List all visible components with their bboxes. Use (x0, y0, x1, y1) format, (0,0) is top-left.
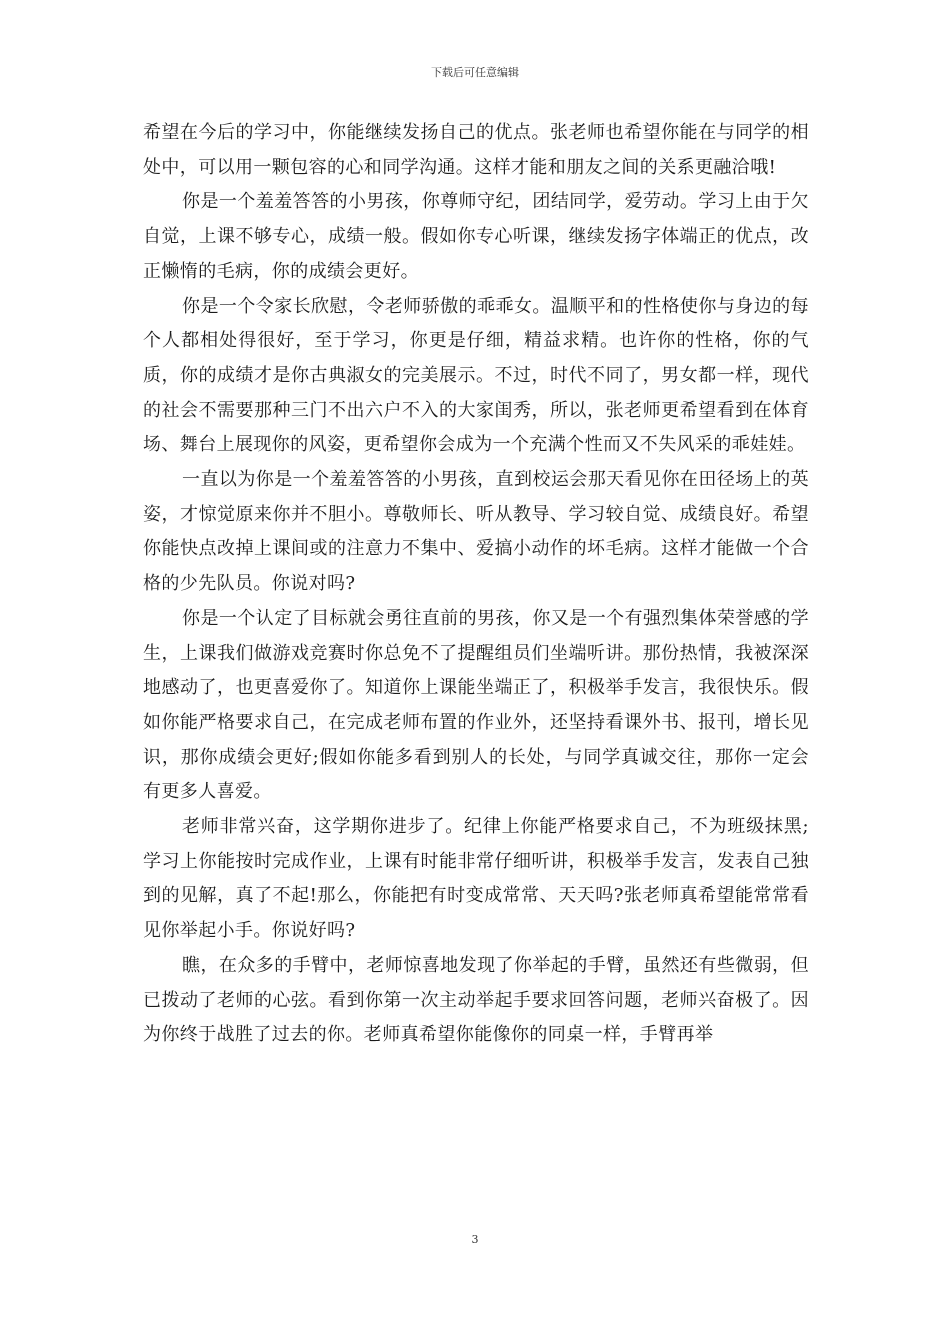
paragraph: 你是一个羞羞答答的小男孩，你尊师守纪，团结同学，爱劳动。学习上由于欠自觉，上课不够专心，成绩一般。假如你专心听课，继续发扬字体端正的优点，改正懒惰的毛病，你的成绩会更好。 (143, 191, 809, 282)
page-header: 下载后可任意编辑 (431, 66, 519, 79)
paragraph: 一直以为你是一个羞羞答答的小男孩，直到校运会那天看见你在田径场上的英姿，才惊觉原来你并不胆小。尊敬师长、听从教导、学习较自觉、成绩良好。希望你能快点改掉上课间或的注意力不集中、爱搞小动作的坏毛病。这样才能做一个合格的少先队员。你说对吗? (143, 469, 809, 595)
paragraph: 老师非常兴奋，这学期你进步了。纪律上你能严格要求自己，不为班级抹黑;学习上你能按时完成作业，上课有时能非常仔细听讲，积极举手发言，发表自己独到的见解，真了不起!那么，你能把有时变成常常、天天吗?张老师真希望能常常看见你举起小手。你说好吗? (143, 816, 809, 942)
paragraph: 瞧，在众多的手臂中，老师惊喜地发现了你举起的手臂，虽然还有些微弱，但已拨动了老师的心弦。看到你第一次主动举起手要求回答问题，老师兴奋极了。因为你终于战胜了过去的你。老师真希望你能像你的同桌一样，手臂再举 (143, 954, 809, 1046)
paragraph: 你是一个令家长欣慰，令老师骄傲的乖乖女。温顺平和的性格使你与身边的每个人都相处得很好，至于学习，你更是仔细，精益求精。也许你的性格，你的气质，你的成绩才是你古典淑女的完美展示。不过，时代不同了，男女都一样，现代的社会不需要那种三门不出六户不入的大家闺秀，所以，张老师更希望看到在体育场、舞台上展现你的风姿，更希望你会成为一个充满个性而又不失风采的乖娃娃。 (143, 295, 809, 456)
page-number: 3 (471, 1233, 479, 1246)
paragraph: 你是一个认定了目标就会勇往直前的男孩，你又是一个有强烈集体荣誉感的学生，上课我们做游戏竞赛时你总免不了提醒组员们坐端听讲。那份热情，我被深深地感动了，也更喜爱你了。知道你上课能坐端正了，积极举手发言，我很快乐。假如你能严格要求自己，在完成老师布置的作业外，还坚持看课外书、报刊，增长见识，那你成绩会更好;假如你能多看到别人的长处，与同学真诚交往，那你一定会有更多人喜爱。 (143, 607, 809, 803)
paragraph-continued: 希望在今后的学习中，你能继续发扬自己的优点。张老师也希望你能在与同学的相处中，可以用一颗包容的心和同学沟通。这样才能和朋友之间的关系更融洽哦! (143, 122, 809, 178)
document-body (143, 116, 809, 1053)
